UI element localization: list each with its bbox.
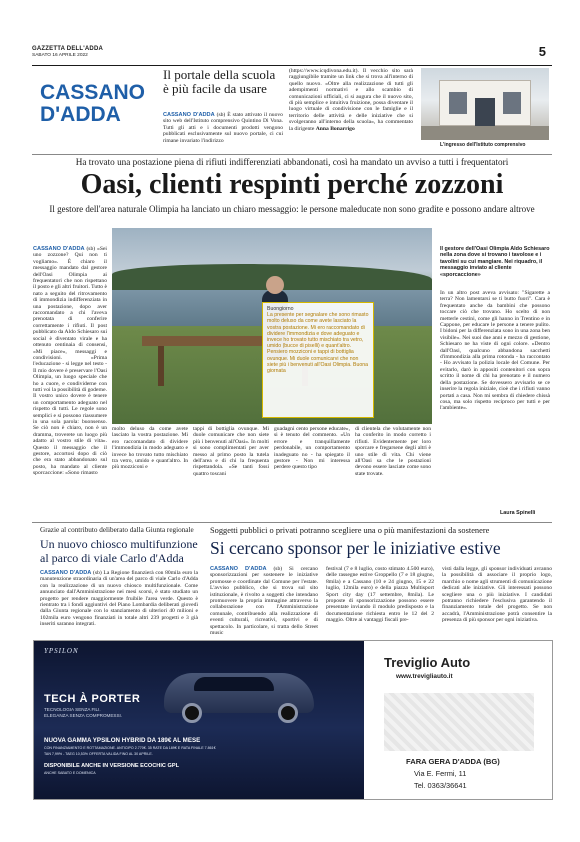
masthead-date: SABATO 16 APRILE 2022 xyxy=(32,53,88,58)
oasi-kicker: Ha trovato una postazione piena di rifiuti indifferenziati abbandonati, così ha mandato un avviso a tutti i frequentatori xyxy=(75,157,509,167)
school-photo xyxy=(421,68,549,140)
ad-tagline-main: TECH À PORTER xyxy=(44,693,141,705)
school-col1 xyxy=(163,112,283,148)
oasi-lower-col: molto deluso da come avete lasciato la vostra postazione. Mi ero raccomandato di dividere l'immondizia in modo adeguato e invece ho trovato tutto mischiato tra vetro, umido e quant'altro. In più mozziconi e xyxy=(112,426,188,471)
masthead xyxy=(32,46,552,64)
sponsor-col xyxy=(210,566,318,637)
ground xyxy=(421,126,549,140)
school-col2-text: (https://www.icqdivona.edu.it). Il vecchio sito sarà raggiungibile tramite un link che si trova all'interno di quello nuovo. «Oltre alla realizzazione di tutti gli adempimenti normativi e allo scambio di comunicazioni ufficiali, ci si augura che il nuovo sito, di più semplice e intuitiva fruizione, possa diventare il luogo virtuale di condivisione con le famiglie e il territorio delle attività e delle iniziative che si svolgeranno all'interno della scuola», ha commentato la dirigente xyxy=(289,68,413,132)
oasi-col1-text: «Sei uno zozzone? Qui non ti vogliamo». È chiaro il messaggio mandato dal gestore dell'Oasi Olimpia ai frequentatori che non rispettano il posto e gli altri fruitori. Tutto è nato a seguito del ritrovamento di immondizia indifferenziata in una postazione, dopo aver raccomandato a chi l'aveva prenotata di conferire correttamente i rifiuti. Il post pubblicato da Aldo Schiesaro sui social è diventato virale e ha ottenuto centinaia di consensi, «Mi piace», messaggi e condivisioni. «Prima l'educazione - si legge nel testo - Il mio dovere è preservare l'Oasi Olimpia, un luogo speciale che ho a cuore, e condividerne con tutti voi la possibilità di goderne. Il vostro unico dovere è tenere un comportamento adeguato nel rispetto di tutti. Le regole sono semplici e si possono riassumere in una sola parola: buonsenso. Se ciò non è chiaro, non è un dramma, troverete un luogo più adatto al vostro stile di vita». Questo il messaggio che il gestore, accortosi dopo di ciò che era stato abbandonato sul posto, ha mandato al cliente sporcaccione: «Sono rimasto xyxy=(33,246,107,477)
ad-offer-line2: CON FINANZIAMENTO E ROTTAMAZIONE. ANTICIPO 2.770€. 35 RATE DA 189€ E RATA FINALE 7.861€ xyxy=(44,746,216,750)
ad-offer-line5: ANCHE SABATO E DOMENICA xyxy=(44,771,96,775)
school-signature: Anna Bonarrigo xyxy=(315,125,355,132)
chiosco-ref: (sb) xyxy=(93,570,102,576)
school-headline-line1: Il portale della scuola xyxy=(163,67,276,82)
ad-left-panel xyxy=(34,641,364,799)
dealer-url: www.trevigliauto.it xyxy=(396,673,453,680)
rule-2 xyxy=(32,522,552,523)
sponsor-col-text: Si cercano sponsorizzazioni per sostenere le iniziative promosse e coordinate dal Comune per l'estate. L'avviso pubblico, che si trova sul sito istituzionale, è rivolto a soggetti che intendano promuovere la propria immagine attraverso la collaborazione con l'Amministrazione comunale, contribuendo alla realizzazione di eventi culturali, ricreativi, sportivi e di spettacolo. In particolare, si tratta dello Street music xyxy=(210,566,318,637)
oasi-signature: Laura Spinelli xyxy=(500,510,536,516)
oasi-lower-col: guadagni cento persone educate», si è tenuto del commento. «Un errore e tranquillamente perdonabile, un comportamento inadeguato no - ha spiegato il gestore - Non mi interessa perdere questo tipo xyxy=(274,426,350,471)
section-title-line2: D'ADDA xyxy=(40,103,121,126)
section-title-line1: CASSANO xyxy=(40,81,146,104)
oasi-lower-col: di clientela che volutamente non ha conferito in modo corretto i rifiuti. Evidentemente per loro sporcare e fregarsene degli altri è uno stile di vita. Chi viene all'Oasi sa che le postazioni devono essere lasciate come sono state trovate. xyxy=(355,426,431,477)
school-ref: (sb) xyxy=(216,112,226,118)
building-door xyxy=(475,98,495,126)
oasi-photo-caption xyxy=(262,302,374,418)
oasi-sidebar-text: In un altro post aveva avvisato: "Sigarette a terra? Non lamentarsi se ti butto fuori". Cara è frequentato anche da bambini che possono toccare ciò che trovano. Ho scelto di non metterle cestini, come gli hanno in Trentino e in Cappone, per educare le persone a tenere pulito. I bidoni per la differenziata sono in una zona ben visibile». Nei suoi due anni e mezzo di gestione, Schiesaro ne ha viste di ogni colore. «Dentro dall'Oasi, qualcuno abbandona sacchetti d'immondizia alla prima rotonda - ha raccontato - Ho avvisato la polizia locale del Comune. Per evitarlo, darò in appositi contenitori con sopra scritto il nome di chi ha prenotato e il numero della postazione. Se dovessero avvisarlo se ce inserire la regola iniziale, cioè che i rifiuti vanno portati a casa. Non mi sembra di chiedere chissà cosa, ma solo rispetto reciproco per tutti e per l'ambiente». xyxy=(440,290,550,412)
person-head xyxy=(266,276,284,294)
ad-offer-line3: TAN 7,99% - TAEG 10,53% OFFERTA VALIDA FINO AL 30 APRILE. xyxy=(44,752,153,756)
masthead-rule xyxy=(32,65,552,66)
page-number: 5 xyxy=(538,44,546,59)
oasi-lower-col: tappi di bottiglia ovunque. Mi duole comunicare che non siete più i benvenuti all'Oasi». In molti si sono complimentati per aver messo al primo posto la tutela dell'area e di chi la frequenta rispettandola. «Se tanti fossi quattro toscani xyxy=(193,426,269,477)
oasi-col1 xyxy=(33,246,107,518)
dealer-city: FARA GERA D'ADDA (BG) xyxy=(406,757,500,766)
oasi-sidebar-quote: Il gestore dell'Oasi Olimpia Aldo Schiesaro nella zona dove si trovano i tavolose e i tavolini su cui mangiare. Nei riquadro, il messaggio inviato al cliente «sporcaccione» xyxy=(440,246,550,278)
dealer-phone: Tel. 0363/36641 xyxy=(414,781,467,790)
school-headline-line2: è più facile da usare xyxy=(163,81,267,96)
sponsor-lead: CASSANO D'ADDA xyxy=(210,566,267,572)
building-window xyxy=(503,92,521,114)
chiosco-headline xyxy=(40,537,198,565)
masthead-paper: GAZZETTA DELL'ADDA xyxy=(32,46,104,52)
chiosco-kicker: Grazie al contributo deliberato dalla Giunta regionale xyxy=(40,526,194,534)
sponsor-headline: Si cercano sponsor per le iniziative estive xyxy=(210,538,501,558)
car-window xyxy=(194,677,274,691)
chiosco-text xyxy=(40,570,198,632)
ad-offer-line1: NUOVA GAMMA YPSILON HYBRID DA 189€ AL MESE xyxy=(44,737,201,744)
chiosco-lead: CASSANO D'ADDA xyxy=(40,570,92,576)
school-lead: CASSANO D'ADDA xyxy=(163,112,215,118)
ad-tagline-sub-2: ELEGANZA SENZA COMPROMESSI. xyxy=(44,713,123,718)
oasi-deck: Il gestore dell'area naturale Olimpia ha lanciato un chiaro messaggio: le persone maleducate non sono gradite e possono andare altrove xyxy=(49,204,535,214)
sponsor-col: visti dalla legge, gli sponsor individuati avranno la possibilità di associare il proprio logo, marchio o nome agli strumenti di comunicazione dedicati alle iniziative. Gli interessati possono scegliere una o più iniziative. I candidati potranno richiedere l'esclusiva garantendo il finanziamento totale del progetto. Se non accadrà, l'Amministrazione potrà consentire la presenza di più sponsor per ogni iniziativa. xyxy=(442,566,552,624)
ad-logo-placeholder xyxy=(384,693,534,751)
sponsor-kicker: Soggetti pubblici o privati potranno scegliere una o più manifestazioni da sostenere xyxy=(210,526,490,535)
car-wheel xyxy=(182,703,202,723)
ad-brand: YPSILON xyxy=(44,647,79,655)
sponsor-ref: (sb) xyxy=(273,566,283,572)
ad-offer-line4: DISPONIBILE ANCHE IN VERSIONE ECOCHIC GPL xyxy=(44,763,179,769)
school-col1-text: È stato attivato il nuovo sito web dell'Istituto comprensivo Quintino Di Vona. Tutti gli atti e i documenti prodotti vengono pubblicati esclusivamente sul nuovo portale, ci cui rimane invariato l'indirizzo xyxy=(163,112,283,144)
oasi-headline: Oasi, clienti respinti perché zozzoni xyxy=(80,169,504,200)
ad-tagline-sub-1: TECNOLOGIA SENZA FILI. xyxy=(44,707,101,712)
oasi-ref: (sb) xyxy=(86,246,96,252)
table-leg xyxy=(158,346,164,386)
rule-1 xyxy=(32,154,552,155)
section-title xyxy=(40,82,150,126)
school-col2 xyxy=(289,68,413,148)
advertisement xyxy=(33,640,553,800)
chiosco-body: La Regione finanzierà con 80mila euro la manutenzione straordinaria di un'area del parco di viale Carlo d'Adda con la realizzazione di un nuovo chiosco multifunzionale. Come annunciato dall'Amministrazione nei mesi scorsi, è stato studiato un progetto per rendere maggiormente fruibile l'area verde. Questo è rientrato tra i fondi aggiuntivi del Piano Lombardia deliberati giovedì dalla Giunta regionale con lo stanziamento di ulteriori 40 milioni e 102mila euro vengono finanziati in totale altri 239 progetti e 3 già inseriti saranno integrati. xyxy=(40,570,198,628)
building-window xyxy=(449,92,467,114)
chiosco-headline-line2: al parco di viale Carlo d'Adda xyxy=(40,551,184,565)
sponsor-col: festival (7 e 8 luglio, costo stimato 4.500 euro), delle rassegne estive Groppello (7 e 18 giugno, 8mila) e a Cassano (10 e 24 giugno, 15 e 22 luglio, 12mila euro) e della piazza Multisport Sport city day (17 settembre, 8mila). Le proposte di sponsorizzazione possono essere presentate inviando il modulo predisposto e la documentazione richiesta entro le 12 del 2 maggio. Oltre ai vantaggi fiscali pre- xyxy=(326,566,434,624)
caption-title: Buongiorno xyxy=(267,306,294,312)
caption-text: La presente per segnalare che sono rimasto molto deluso da come avete lasciato la vostra postazione. Mi ero raccomandato di dividere l'immondizia e dove adeguato e invece ho trovato tutto mischiato tra vetro, umido (bucce di piselli) e quant'altro. Pensiero mozziconi e tappi di bottiglia ovunque. Mi duole comunicarvi che non siete più i benvenuti all'Oasi Olimpia. Buona giornata xyxy=(267,312,369,375)
car-wheel xyxy=(278,703,298,723)
chiosco-headline-line1: Un nuovo chiosco multifunzione xyxy=(40,537,198,551)
dealer-name: Treviglio Auto xyxy=(384,655,471,670)
oasi-lead: CASSANO D'ADDA xyxy=(33,246,85,252)
dealer-street: Via E. Fermi, 11 xyxy=(414,769,467,778)
school-photo-caption: L'ingresso dell'Istituto comprensivo xyxy=(440,142,526,148)
